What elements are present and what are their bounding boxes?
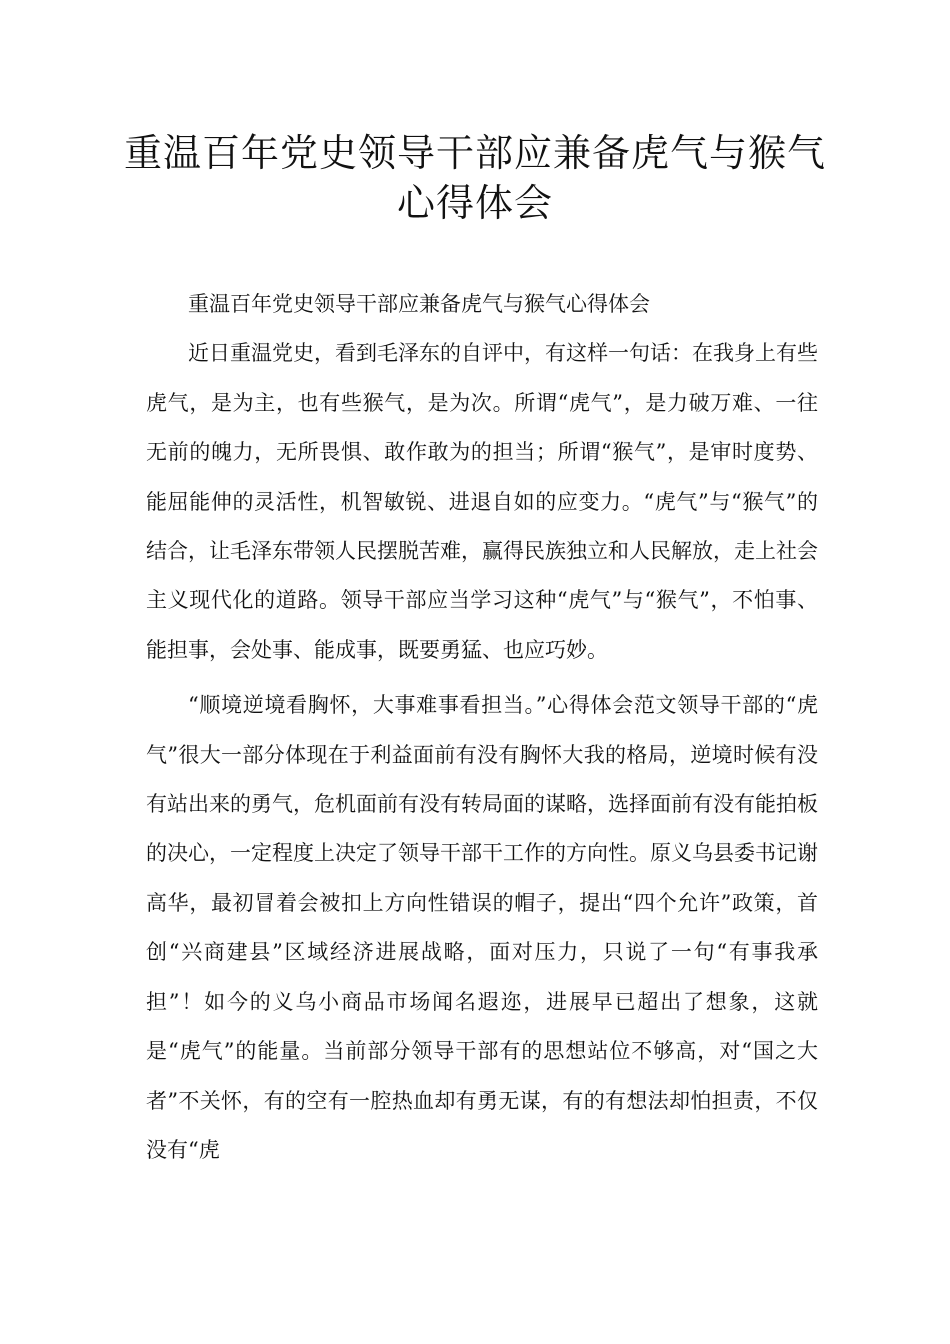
- paragraph-subtitle: 重温百年党史领导干部应兼备虎气与猴气心得体会: [188, 292, 650, 316]
- paragraph-intro: 近日重温党史，看到毛泽东的自评中，有这样一句话：在我身上有些虎气，是为主，也有些猴气，是为次。所谓“虎气”，是力破万难、一往无前的魄力，无所畏惧、敢作敢为的担当；所谓“猴气”，是审时度势、能屈能伸的灵活性，机智敏锐、进退自如的应变力。“虎气”与“猴气”的结合，让毛泽东带领人民摆脱苦难，赢得民族独立和人民解放，走上社会主义现代化的道路。领导干部应当学习这种“虎气”与“猴气”，不怕事、能担事，会处事、能成事，既要勇猛、也应巧妙。: [146, 341, 818, 662]
- paragraph-tiger-spirit: “顺境逆境看胸怀，大事难事看担当。”心得体会范文领导干部的“虎气”很大一部分体现在于利益面前有没有胸怀大我的格局，逆境时候有没有站出来的勇气，危机面前有没有转局面的谋略，选择面前有没有能拍板的决心，一定程度上决定了领导干部干工作的方向性。原义乌县委书记谢高华，最初冒着会被扣上方向性错误的帽子，提出“四个允许”政策，首创“兴商建县”区域经济进展战略，面对压力，只说了一句“有事我承担”！如今的义乌小商品市场闻名遐迩，进展早已超出了想象，这就是“虎气”的能量。当前部分领导干部有的思想站位不够高，对“国之大者”不关怀，有的空有一腔热血却有勇无谋，有的有想法却怕担责，不仅没有“虎: [146, 693, 818, 1162]
- document-body: [146, 280, 818, 1175]
- document-title: 重温百年党史领导干部应兼备虎气与猴气心得体会: [123, 131, 826, 225]
